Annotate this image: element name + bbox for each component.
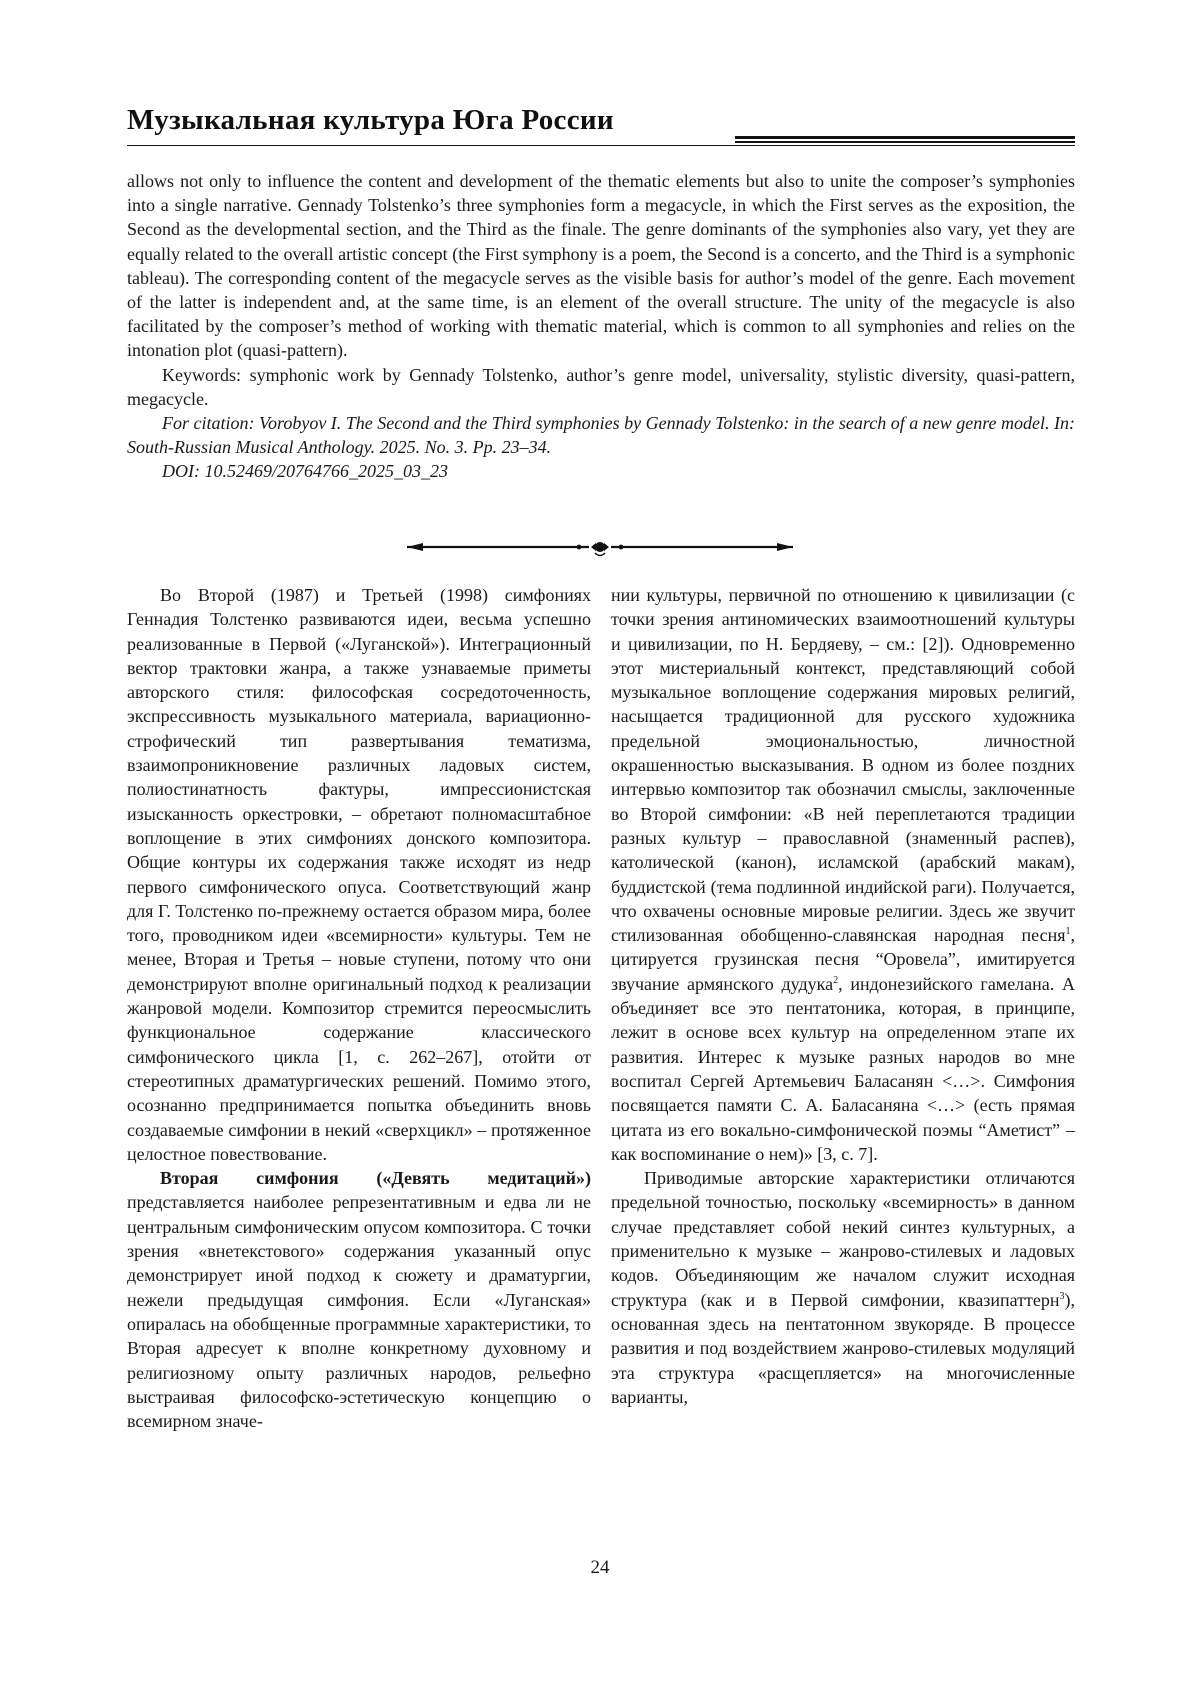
english-abstract — [127, 169, 1075, 484]
paragraph — [611, 1166, 1075, 1409]
citation: For citation: Vorobyov I. The Second and the Third symphonies by Gennady Tolstenko: in the search of a new genre model. In: South-Russian Musical Anthology. 2025. No. 3. Pp. 23–34. — [127, 413, 1076, 458]
footnote-marker[interactable]: 2 — [833, 974, 839, 986]
section-divider-ornament — [403, 536, 797, 558]
header-rule-accent — [735, 136, 1075, 139]
run-in-heading: Вторая симфония («Девять медитаций») — [160, 1168, 591, 1189]
paragraph: Во Второй (1987) и Третьей (1998) симфониях Геннадия Толстенко развиваются идеи, весьма успешно реализованные в Первой («Луганской»). Интеграционный вектор трактовки жанра, а также узнаваемые приметы авторского стиля: философская сосредоточенность, экспрессивность музыкального материала, вариационно-строфический тип развертывания тематизма, взаимопроникновение различных ладовых систем, полиостинатность фактуры, импрессионистская изысканность оркестровки, – обретают полномасштабное воплощение в этих симфониях донского композитора. Общие контуры их содержания также исходят из недр первого симфонического опуса. Соответствующий жанр для Г. Толстенко по-прежнему остается образом мира, более того, проводником идеи «всемирности» культуры. Тем не менее, Вторая и Третья – новые ступени, потому что они демонстрируют вполне оригинальный подход к реализации жанровой модели. Композитор стремится переосмыслить функциональное содержание классического симфонического цикла [1, с. 262–267], отойти от стереотипных драматургических решений. Помимо этого, осознанно предпринимается попытка объединить вновь создаваемые симфонии в некий «сверхцикл» – протяженное целостное повествование. — [127, 585, 591, 1164]
article-column-right — [611, 583, 1075, 1409]
paragraph-text: нии культуры, первичной по отношению к цивилизации (с точки зрения антиномических взаимоотношений культуры и цивилизации, по Н. Бердяеву, – см.: [2]). Одновременно этот мистериальный контекст, представляющий собой музыкальное воплощение содержания мировых религий, насыщается традиционной для русского художника предельной эмоциональностью, личностной окрашенностью высказывания. В одном из более поздних интервью композитор так обозначил смыслы, заключенные во Второй симфонии: «В ней переплетаются традиции разных культур – православной (знаменный распев), католической (канон), исламской (арабский макам), буддистской (тема подлинной индийской раги). Получается, что охвачены основные мировые религии. Здесь же звучит стилизованная обобщенно-славянская народная песня — [611, 585, 1075, 946]
abstract-body: allows not only to influence the content and development of the thematic elements but also to unite the composer’s symphonies into a single narrative. Gennady Tolstenko’s three symphonies form a megacycle, in which the First serves as the exposition, the Second as the developmental section, and the Third as the finale. The genre dominants of the symphonies also vary, yet they are equally related to the overall artistic concept (the First symphony is a poem, the Second is a concerto, and the Third is a symphonic tableau). The corresponding content of the megacycle serves as the visible basis for author’s model of the genre. Each movement of the latter is independent and, at the same time, is an element of the overall structure. The unity of the megacycle is also facilitated by the composer’s method of working with thematic material, which is common to all symphonies and relies on the intonation plot (quasi-pattern). — [127, 171, 1075, 361]
footnote-marker[interactable]: 3 — [1059, 1290, 1065, 1302]
header-rule — [127, 145, 1075, 146]
paragraph-text: ), основанная здесь на пентатонном звукоряде. В процессе развития и под воздействием жанрово-стилевых модуляций эта структура «расщепляется» на многочисленные варианты, — [611, 1289, 1075, 1407]
header-rule-accent-second — [735, 141, 1075, 143]
paragraph — [611, 583, 1075, 1166]
page-number: 24 — [590, 1557, 610, 1578]
paragraph-text: , цитируется грузинская песня “Оровела”, имитируется звучание армянского дудука — [611, 925, 1075, 994]
paragraph-text: , индонезийского гамелана. А объединяет все это пентатоника, которая, в принципе, лежит в основе всех культур на определенном этапе их развития. Интерес к музыке разных народов во мне воспитал Сергей Артемьевич Баласанян <…>. Симфония посвящается памяти С. А. Баласаняна <…> (есть прямая цитата из его вокально-симфонической поэмы “Аметист” – как воспоминание о нем)» [3, с. 7]. — [611, 973, 1075, 1164]
footnote-marker[interactable]: 1 — [1065, 926, 1071, 938]
doi: DOI: 10.52469/20764766_2025_03_23 — [162, 461, 448, 482]
article-column-left — [127, 583, 591, 1433]
keywords: Keywords: symphonic work by Gennady Tolstenko, author’s genre model, universality, stylistic diversity, quasi-pattern, megacycle. — [127, 364, 1075, 409]
journal-running-title: Музыкальная культура Юга России — [127, 104, 614, 136]
paragraph — [127, 1166, 591, 1433]
paragraph-text: Приводимые авторские характеристики отличаются предельной точностью, поскольку «всемирность» в данном случае представляет собой некий синтез культурных, а применительно к музыке – жанрово-стилевых и ладовых кодов. Объединяющим же началом служит исходная структура (как и в Первой симфонии, квазипаттерн — [611, 1168, 1075, 1310]
paragraph-text: представляется наиболее репрезентативным и едва ли не центральным симфоническим опусом композитора. С точки зрения «внетекстового» содержания указанный опус демонстрирует иной подход к сюжету и драматургии, нежели предыдущая симфония. Если «Луганская» опиралась на обобщенные программные характеристики, то Вторая адресует к вполне конкретному духовному и религиозному опыту различных народов, рельефно выстраивая философско-эстетическую концепцию о всемирном значе- — [127, 1192, 591, 1432]
